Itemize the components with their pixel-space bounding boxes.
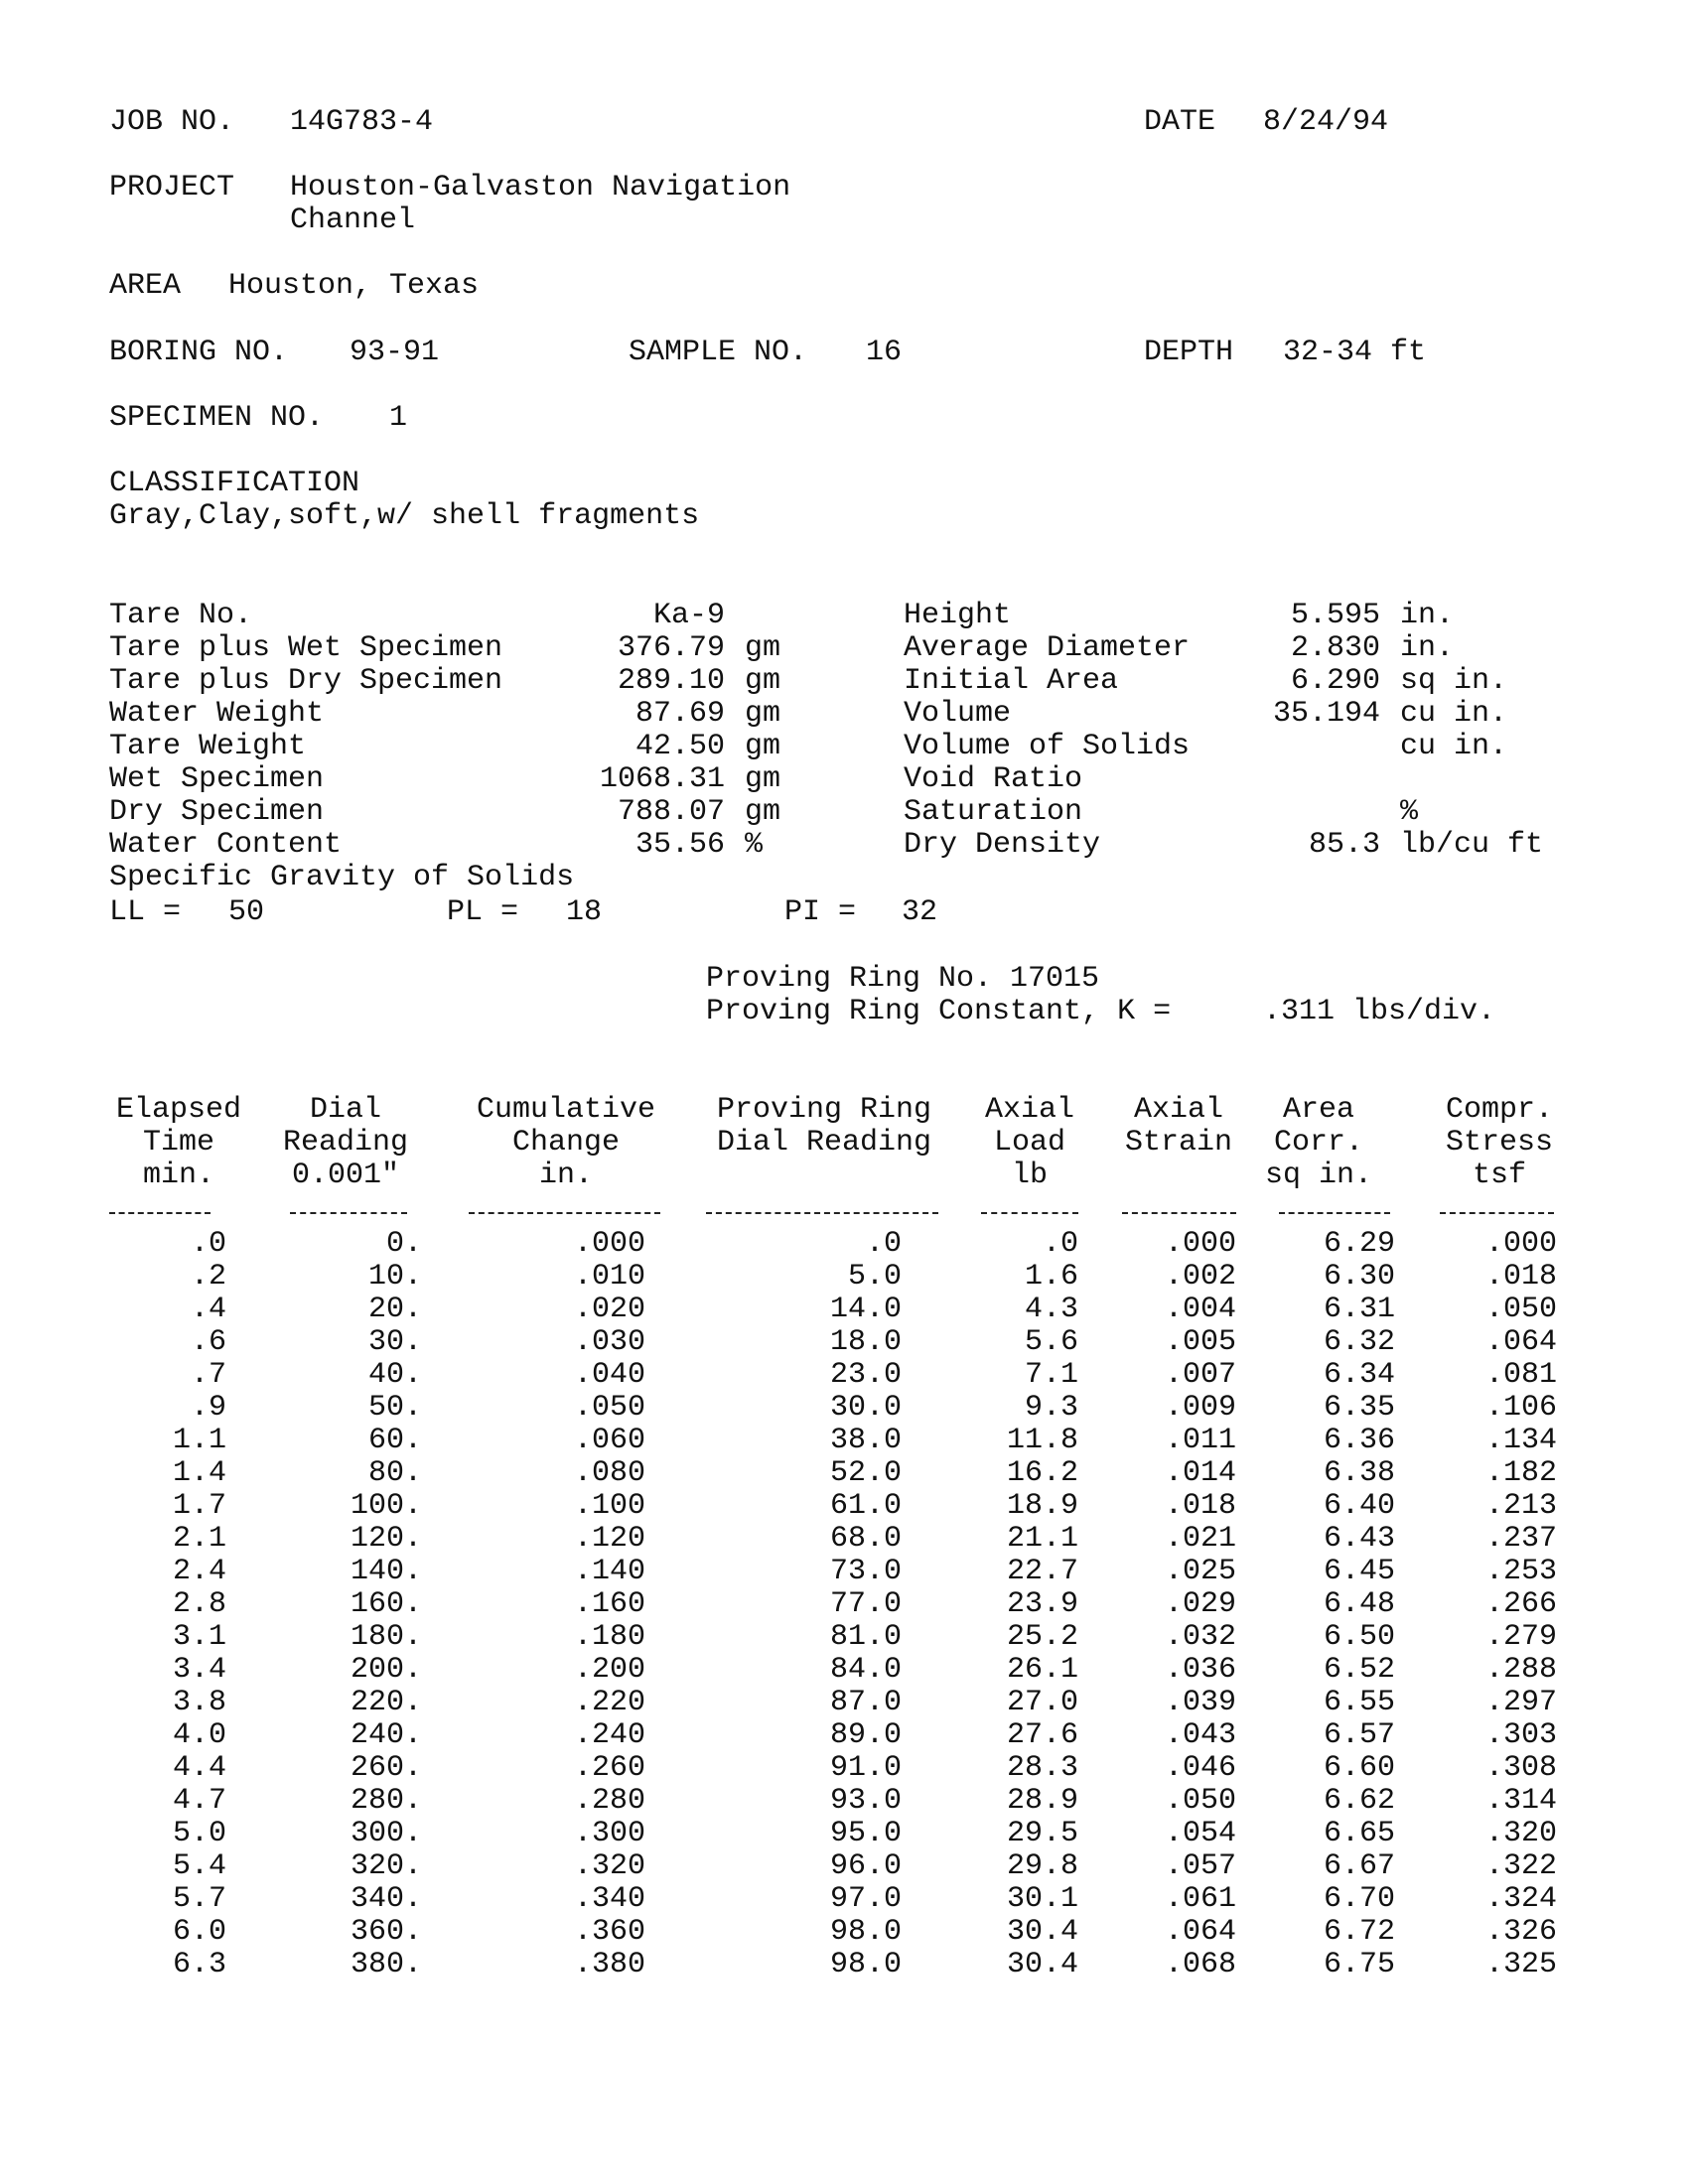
- table-cell: .050: [1164, 1784, 1236, 1818]
- table-cell: .308: [1484, 1751, 1557, 1785]
- table-cell: .314: [1484, 1784, 1557, 1818]
- property-label: Tare plus Dry Specimen: [109, 664, 503, 698]
- header-rule: [1122, 1212, 1236, 1214]
- table-cell: 1.6: [1024, 1260, 1078, 1294]
- column-header: Axial: [984, 1093, 1074, 1127]
- column-header: sq in.: [1264, 1159, 1373, 1192]
- table-cell: .2: [190, 1260, 226, 1294]
- boring-no-value: 93-91: [350, 336, 440, 369]
- table-cell: 81.0: [829, 1620, 902, 1654]
- table-cell: .279: [1484, 1620, 1557, 1654]
- property-unit: in.: [1400, 631, 1455, 665]
- project-label: PROJECT: [109, 171, 235, 205]
- table-cell: 30.4: [1006, 1948, 1078, 1981]
- table-cell: .288: [1484, 1653, 1557, 1687]
- header-rule: [706, 1212, 938, 1214]
- column-header: min.: [142, 1159, 214, 1192]
- table-cell: 30.4: [1006, 1915, 1078, 1949]
- table-cell: .020: [573, 1293, 645, 1326]
- property-unit: %: [1400, 795, 1419, 829]
- table-cell: .081: [1484, 1358, 1557, 1392]
- table-cell: .050: [573, 1391, 645, 1425]
- table-cell: 28.3: [1006, 1751, 1078, 1785]
- table-cell: .303: [1484, 1718, 1557, 1752]
- table-cell: 6.40: [1323, 1489, 1395, 1523]
- table-cell: .7: [190, 1358, 226, 1392]
- table-cell: 16.2: [1006, 1456, 1078, 1490]
- pi-label: PI =: [784, 895, 857, 929]
- table-cell: .266: [1484, 1587, 1557, 1621]
- table-cell: 5.6: [1024, 1325, 1078, 1359]
- property-unit: %: [745, 828, 764, 862]
- table-cell: .6: [190, 1325, 226, 1359]
- table-cell: .0: [190, 1227, 226, 1261]
- table-cell: 6.72: [1323, 1915, 1395, 1949]
- table-cell: .4: [190, 1293, 226, 1326]
- table-cell: 11.8: [1006, 1424, 1078, 1457]
- specimen-no-value: 1: [389, 401, 408, 435]
- table-cell: 0.: [385, 1227, 422, 1261]
- property-unit: gm: [745, 664, 781, 698]
- property-label: Height: [904, 599, 1012, 632]
- table-cell: 6.3: [172, 1948, 226, 1981]
- table-cell: 4.7: [172, 1784, 226, 1818]
- table-cell: .014: [1164, 1456, 1236, 1490]
- ll-value: 50: [228, 895, 265, 929]
- table-cell: 6.30: [1323, 1260, 1395, 1294]
- table-cell: 6.50: [1323, 1620, 1395, 1654]
- proving-ring-number: Proving Ring No. 17015: [706, 962, 1100, 996]
- column-header: Elapsed: [115, 1093, 242, 1127]
- property-unit: gm: [745, 730, 781, 763]
- table-cell: .120: [573, 1522, 645, 1556]
- table-cell: 180.: [350, 1620, 422, 1654]
- table-cell: .080: [573, 1456, 645, 1490]
- table-cell: 84.0: [829, 1653, 902, 1687]
- property-value: 289.10: [617, 664, 725, 698]
- property-unit: in.: [1400, 599, 1455, 632]
- table-cell: .280: [573, 1784, 645, 1818]
- area-label: AREA: [109, 269, 182, 303]
- table-cell: .018: [1484, 1260, 1557, 1294]
- table-cell: 6.70: [1323, 1882, 1395, 1916]
- table-cell: 6.52: [1323, 1653, 1395, 1687]
- property-value: 87.69: [634, 697, 725, 731]
- table-cell: .030: [573, 1325, 645, 1359]
- property-unit: cu in.: [1400, 730, 1508, 763]
- property-label: Initial Area: [904, 664, 1119, 698]
- pi-value: 32: [902, 895, 938, 929]
- table-cell: 23.0: [829, 1358, 902, 1392]
- table-cell: 95.0: [829, 1817, 902, 1850]
- property-value: 35.56: [634, 828, 725, 862]
- sample-no-label: SAMPLE NO.: [629, 336, 808, 369]
- table-cell: 7.1: [1024, 1358, 1078, 1392]
- table-cell: 26.1: [1006, 1653, 1078, 1687]
- table-cell: 73.0: [829, 1555, 902, 1588]
- table-cell: 6.31: [1323, 1293, 1395, 1326]
- depth-label: DEPTH: [1144, 336, 1234, 369]
- table-cell: .021: [1164, 1522, 1236, 1556]
- property-label: Water Weight: [109, 697, 325, 731]
- table-cell: 6.35: [1323, 1391, 1395, 1425]
- column-header: Area: [1282, 1093, 1354, 1127]
- project-value-line1: Houston-Galvaston Navigation: [290, 171, 791, 205]
- table-cell: 98.0: [829, 1948, 902, 1981]
- table-cell: 3.1: [172, 1620, 226, 1654]
- property-unit: gm: [745, 795, 781, 829]
- table-cell: 29.5: [1006, 1817, 1078, 1850]
- table-cell: 9.3: [1024, 1391, 1078, 1425]
- property-value: Ka-9: [652, 599, 725, 632]
- property-label: Wet Specimen: [109, 762, 325, 796]
- table-cell: 68.0: [829, 1522, 902, 1556]
- table-cell: 6.29: [1323, 1227, 1395, 1261]
- table-cell: .260: [573, 1751, 645, 1785]
- table-cell: .002: [1164, 1260, 1236, 1294]
- table-cell: .325: [1484, 1948, 1557, 1981]
- column-header: Axial: [1133, 1093, 1223, 1127]
- table-cell: 52.0: [829, 1456, 902, 1490]
- table-cell: 89.0: [829, 1718, 902, 1752]
- table-cell: .300: [573, 1817, 645, 1850]
- proving-ring-constant-value: .311 lbs/div.: [1263, 995, 1496, 1028]
- property-value: 42.50: [634, 730, 725, 763]
- table-cell: 91.0: [829, 1751, 902, 1785]
- property-unit: gm: [745, 762, 781, 796]
- property-label: Tare plus Wet Specimen: [109, 631, 503, 665]
- table-cell: .025: [1164, 1555, 1236, 1588]
- job-no-value: 14G783-4: [290, 105, 434, 139]
- property-value: 6.290: [1290, 664, 1380, 698]
- table-cell: 1.4: [172, 1456, 226, 1490]
- table-cell: 100.: [350, 1489, 422, 1523]
- header-rule: [1440, 1212, 1554, 1214]
- column-header: 0.001": [291, 1159, 400, 1192]
- header-rule: [469, 1212, 660, 1214]
- table-cell: .032: [1164, 1620, 1236, 1654]
- table-cell: .180: [573, 1620, 645, 1654]
- table-cell: .057: [1164, 1849, 1236, 1883]
- table-cell: 18.9: [1006, 1489, 1078, 1523]
- header-rule: [109, 1212, 211, 1214]
- column-header: in.: [538, 1159, 593, 1192]
- table-cell: .018: [1164, 1489, 1236, 1523]
- column-header: Dial: [309, 1093, 381, 1127]
- table-cell: 3.8: [172, 1686, 226, 1719]
- table-cell: .324: [1484, 1882, 1557, 1916]
- property-label: Saturation: [904, 795, 1083, 829]
- table-cell: 25.2: [1006, 1620, 1078, 1654]
- table-cell: 5.7: [172, 1882, 226, 1916]
- table-cell: .036: [1164, 1653, 1236, 1687]
- table-cell: 77.0: [829, 1587, 902, 1621]
- table-cell: .237: [1484, 1522, 1557, 1556]
- table-cell: 3.4: [172, 1653, 226, 1687]
- table-cell: 6.45: [1323, 1555, 1395, 1588]
- table-cell: 4.3: [1024, 1293, 1078, 1326]
- header-rule: [981, 1212, 1078, 1214]
- table-cell: 50.: [367, 1391, 422, 1425]
- table-cell: 320.: [350, 1849, 422, 1883]
- column-header: Change: [511, 1126, 621, 1160]
- table-cell: 6.75: [1323, 1948, 1395, 1981]
- table-cell: .160: [573, 1587, 645, 1621]
- column-header: tsf: [1472, 1159, 1526, 1192]
- table-cell: .320: [573, 1849, 645, 1883]
- table-cell: 27.0: [1006, 1686, 1078, 1719]
- property-label: Void Ratio: [904, 762, 1083, 796]
- table-cell: 140.: [350, 1555, 422, 1588]
- property-value: 85.3: [1308, 828, 1380, 862]
- property-value: 35.194: [1272, 697, 1380, 731]
- table-cell: 5.0: [172, 1817, 226, 1850]
- table-cell: .253: [1484, 1555, 1557, 1588]
- property-label: Volume: [904, 697, 1012, 731]
- table-cell: 220.: [350, 1686, 422, 1719]
- table-cell: 2.4: [172, 1555, 226, 1588]
- table-cell: .200: [573, 1653, 645, 1687]
- date-value: 8/24/94: [1263, 105, 1389, 139]
- property-unit: lb/cu ft: [1400, 828, 1544, 862]
- table-cell: .322: [1484, 1849, 1557, 1883]
- property-label: Water Content: [109, 828, 343, 862]
- property-value: 1068.31: [599, 762, 725, 796]
- boring-no-label: BORING NO.: [109, 336, 289, 369]
- table-cell: 4.4: [172, 1751, 226, 1785]
- table-cell: .004: [1164, 1293, 1236, 1326]
- table-cell: 4.0: [172, 1718, 226, 1752]
- table-cell: .064: [1164, 1915, 1236, 1949]
- table-cell: 6.67: [1323, 1849, 1395, 1883]
- table-cell: .213: [1484, 1489, 1557, 1523]
- property-label: Volume of Solids: [904, 730, 1191, 763]
- table-cell: 6.38: [1323, 1456, 1395, 1490]
- table-cell: .182: [1484, 1456, 1557, 1490]
- table-cell: 6.62: [1323, 1784, 1395, 1818]
- table-cell: 1.7: [172, 1489, 226, 1523]
- table-cell: 30.: [367, 1325, 422, 1359]
- table-cell: 40.: [367, 1358, 422, 1392]
- table-cell: .360: [573, 1915, 645, 1949]
- table-cell: 120.: [350, 1522, 422, 1556]
- table-cell: 93.0: [829, 1784, 902, 1818]
- table-cell: .326: [1484, 1915, 1557, 1949]
- table-cell: .011: [1164, 1424, 1236, 1457]
- table-cell: 30.0: [829, 1391, 902, 1425]
- table-cell: .140: [573, 1555, 645, 1588]
- table-cell: 6.55: [1323, 1686, 1395, 1719]
- table-cell: 6.48: [1323, 1587, 1395, 1621]
- depth-value: 32-34 ft: [1283, 336, 1427, 369]
- property-value: 5.595: [1290, 599, 1380, 632]
- property-value: 2.830: [1290, 631, 1380, 665]
- table-cell: .010: [573, 1260, 645, 1294]
- job-no-label: JOB NO.: [109, 105, 235, 139]
- property-value: 788.07: [617, 795, 725, 829]
- table-cell: 340.: [350, 1882, 422, 1916]
- table-cell: 98.0: [829, 1915, 902, 1949]
- table-cell: 14.0: [829, 1293, 902, 1326]
- property-unit: gm: [745, 631, 781, 665]
- table-cell: .100: [573, 1489, 645, 1523]
- classification-value: Gray,Clay,soft,w/ shell fragments: [109, 499, 700, 533]
- table-cell: .046: [1164, 1751, 1236, 1785]
- table-cell: 21.1: [1006, 1522, 1078, 1556]
- area-value: Houston, Texas: [228, 269, 480, 303]
- specimen-no-label: SPECIMEN NO.: [109, 401, 325, 435]
- sample-no-value: 16: [866, 336, 903, 369]
- column-header: Dial Reading: [716, 1126, 932, 1160]
- table-cell: 280.: [350, 1784, 422, 1818]
- table-cell: 380.: [350, 1948, 422, 1981]
- table-cell: 61.0: [829, 1489, 902, 1523]
- classification-label: CLASSIFICATION: [109, 467, 360, 500]
- property-unit: sq in.: [1400, 664, 1508, 698]
- table-cell: .043: [1164, 1718, 1236, 1752]
- table-cell: .005: [1164, 1325, 1236, 1359]
- table-cell: 2.8: [172, 1587, 226, 1621]
- table-cell: .380: [573, 1948, 645, 1981]
- table-cell: 6.36: [1323, 1424, 1395, 1457]
- table-cell: .000: [573, 1227, 645, 1261]
- property-value: 376.79: [617, 631, 725, 665]
- table-cell: 18.0: [829, 1325, 902, 1359]
- table-cell: .068: [1164, 1948, 1236, 1981]
- property-label: Tare Weight: [109, 730, 307, 763]
- table-cell: 38.0: [829, 1424, 902, 1457]
- table-cell: 360.: [350, 1915, 422, 1949]
- table-cell: 160.: [350, 1587, 422, 1621]
- table-cell: .029: [1164, 1587, 1236, 1621]
- table-cell: 22.7: [1006, 1555, 1078, 1588]
- table-cell: 6.32: [1323, 1325, 1395, 1359]
- table-cell: .054: [1164, 1817, 1236, 1850]
- table-cell: 6.60: [1323, 1751, 1395, 1785]
- table-cell: .106: [1484, 1391, 1557, 1425]
- table-cell: 240.: [350, 1718, 422, 1752]
- table-cell: 6.57: [1323, 1718, 1395, 1752]
- table-cell: 28.9: [1006, 1784, 1078, 1818]
- table-cell: 200.: [350, 1653, 422, 1687]
- column-header: Load: [993, 1126, 1065, 1160]
- column-header: Stress: [1445, 1126, 1554, 1160]
- table-cell: 1.1: [172, 1424, 226, 1457]
- table-cell: 27.6: [1006, 1718, 1078, 1752]
- table-cell: .009: [1164, 1391, 1236, 1425]
- table-cell: .0: [865, 1227, 902, 1261]
- table-cell: 10.: [367, 1260, 422, 1294]
- table-cell: 80.: [367, 1456, 422, 1490]
- ll-label: LL =: [109, 895, 182, 929]
- table-cell: .297: [1484, 1686, 1557, 1719]
- table-cell: 260.: [350, 1751, 422, 1785]
- pl-value: 18: [566, 895, 603, 929]
- table-cell: 300.: [350, 1817, 422, 1850]
- property-label: Tare No.: [109, 599, 253, 632]
- table-cell: 97.0: [829, 1882, 902, 1916]
- table-cell: .061: [1164, 1882, 1236, 1916]
- table-cell: 5.0: [847, 1260, 902, 1294]
- column-header: lb: [1011, 1159, 1048, 1192]
- table-cell: .9: [190, 1391, 226, 1425]
- property-unit: gm: [745, 697, 781, 731]
- table-cell: .134: [1484, 1424, 1557, 1457]
- date-label: DATE: [1144, 105, 1216, 139]
- header-rule: [290, 1212, 407, 1214]
- table-cell: 6.43: [1323, 1522, 1395, 1556]
- pl-label: PL =: [447, 895, 519, 929]
- property-label: Average Diameter: [904, 631, 1191, 665]
- property-unit: cu in.: [1400, 697, 1508, 731]
- column-header: Corr.: [1273, 1126, 1363, 1160]
- property-label: Dry Density: [904, 828, 1101, 862]
- table-cell: 60.: [367, 1424, 422, 1457]
- table-cell: .340: [573, 1882, 645, 1916]
- column-header: Reading: [282, 1126, 409, 1160]
- property-label: Dry Specimen: [109, 795, 325, 829]
- column-header: Proving Ring: [716, 1093, 932, 1127]
- table-cell: .007: [1164, 1358, 1236, 1392]
- table-cell: 29.8: [1006, 1849, 1078, 1883]
- table-cell: 6.65: [1323, 1817, 1395, 1850]
- table-cell: .000: [1164, 1227, 1236, 1261]
- table-cell: .050: [1484, 1293, 1557, 1326]
- project-value-line2: Channel: [290, 204, 416, 237]
- table-cell: .060: [573, 1424, 645, 1457]
- table-cell: 6.34: [1323, 1358, 1395, 1392]
- table-cell: 23.9: [1006, 1587, 1078, 1621]
- table-cell: .000: [1484, 1227, 1557, 1261]
- column-header: Cumulative: [476, 1093, 656, 1127]
- table-cell: .064: [1484, 1325, 1557, 1359]
- table-cell: 2.1: [172, 1522, 226, 1556]
- table-cell: 5.4: [172, 1849, 226, 1883]
- table-cell: .220: [573, 1686, 645, 1719]
- column-header: Strain: [1124, 1126, 1233, 1160]
- property-label: Specific Gravity of Solids: [109, 861, 575, 894]
- table-cell: 96.0: [829, 1849, 902, 1883]
- table-cell: .040: [573, 1358, 645, 1392]
- table-cell: 30.1: [1006, 1882, 1078, 1916]
- column-header: Time: [142, 1126, 214, 1160]
- table-cell: 87.0: [829, 1686, 902, 1719]
- table-cell: .240: [573, 1718, 645, 1752]
- proving-ring-constant-label: Proving Ring Constant, K =: [706, 995, 1172, 1028]
- header-rule: [1279, 1212, 1390, 1214]
- table-cell: 6.0: [172, 1915, 226, 1949]
- table-cell: 20.: [367, 1293, 422, 1326]
- table-cell: .0: [1042, 1227, 1078, 1261]
- column-header: Compr.: [1445, 1093, 1554, 1127]
- table-cell: .320: [1484, 1817, 1557, 1850]
- table-cell: .039: [1164, 1686, 1236, 1719]
